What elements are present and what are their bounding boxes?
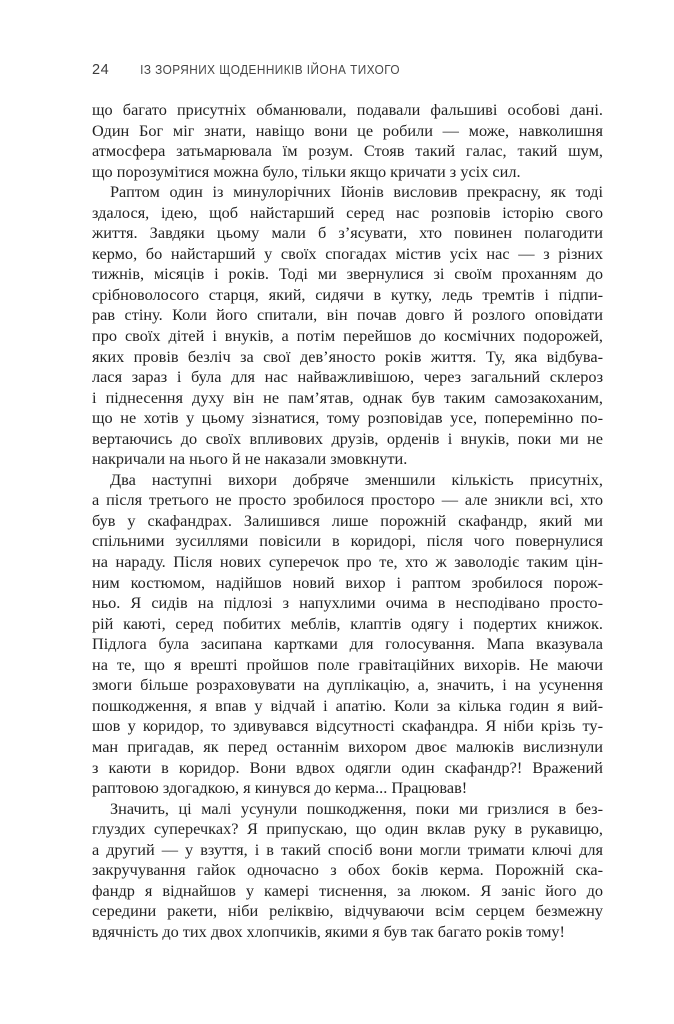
text-line: що багато присутніх обманювали, подавали фальшиві особові дані. — [92, 100, 603, 119]
text-line: про своїх дітей і внуків, а потім перейшов до космічних подорожей, — [92, 326, 603, 346]
paragraph — [92, 470, 603, 799]
text-line: на нараду. Після нових суперечок про те, хто ж заволодіє таким цін- — [92, 552, 603, 572]
text-line: яких провів безліч за свої дев’яносто років життя. Ту, яка відбува- — [92, 346, 603, 366]
text-line: здалося, ідею, щоб найстарший серед нас розповів історію свого — [92, 202, 603, 222]
text-line: вертаючись до своїх впливових друзів, орденів і внуків, поки ми не — [92, 428, 603, 448]
text-line: тижнів, місяців і років. Тоді ми звернулися зі своїм проханням до — [92, 264, 603, 284]
text-line: атмосфера затьмарювала їм розум. Стояв такий галас, такий шум, — [92, 141, 603, 161]
text-line: ньо. Я сидів на підлозі з напухлими очима в несподівано просто- — [92, 593, 603, 613]
text-line: і піднесення духу він не пам’ятав, однак був таким самозакоханим, — [92, 387, 603, 407]
text-line: Один Бог міг знати, навіщо вони це робили — може, навколишня — [92, 120, 603, 140]
text-line: лася зараз і була для нас найважливішою, через загальний склероз — [92, 367, 603, 387]
text-line: що порозумітися можна було, тільки якщо кричати з усіх сил. — [92, 161, 521, 181]
running-title: ІЗ ЗОРЯНИХ ЩОДЕННИКІВ ІЙОНА ТИХОГО — [140, 61, 401, 77]
running-header — [92, 62, 603, 78]
text-line: життя. Завдяки цьому мали б з’ясувати, хто повинен полагодити — [92, 223, 603, 243]
text-line: що не хотів у цьому зізнатися, тому розповідав усе, поперемінно по- — [92, 408, 603, 428]
text-line: глуздих суперечках? Я припускаю, що один вклав руку в рукавицю, — [92, 819, 603, 839]
text-line: спільними зусиллями повісили в коридорі, після чого повернулися — [92, 531, 603, 551]
text-line: ман пригадав, як перед останнім вихором двоє малюків вислизнули — [92, 736, 603, 756]
text-line: Підлога була засипана картками для голосування. Мапа вказувала — [92, 634, 603, 654]
text-line: змоги більше розраховувати на дуплікацію, а, значить, і на усунення — [92, 675, 603, 695]
text-line: Раптом один із минулорічних Ійонів висловив прекрасну, як тоді — [110, 182, 603, 202]
text-line: на те, що я врешті пройшов поле гравітаційних вихорів. Не маючи — [92, 654, 603, 674]
paragraph — [92, 100, 603, 182]
text-line: закручування гайок одночасно з обох боків керма. Порожній ска- — [92, 860, 603, 880]
text-line: а після третього не просто зробилося просторо — але зникли всі, хто — [92, 490, 603, 510]
paragraph — [92, 182, 603, 470]
paragraph — [92, 799, 603, 943]
text-line: накричали на нього й не наказали змовкнути. — [92, 449, 408, 469]
text-line: з каюти в коридор. Вони вдвох одягли один скафандр?! Вражений — [92, 757, 603, 777]
text-line: раптовою здогадкою, я кинувся до керма... Працював! — [92, 778, 468, 798]
text-line: пошкодження, я впав у відчай і апатію. Коли за кілька годин я вий- — [92, 695, 603, 715]
text-line: ним костюмом, надійшов новий вихор і раптом зробилося порож- — [92, 572, 603, 592]
text-line: рав стіну. Коли його спитали, він почав довго й розлого оповідати — [92, 305, 603, 325]
page-number: 24 — [92, 62, 110, 78]
text-line: фандр я віднайшов у камері тиснення, за люком. Я заніс його до — [92, 880, 603, 900]
text-line: рій каюті, серед побитих меблів, клаптів одягу і подертих книжок. — [92, 613, 603, 633]
text-line: кермо, бо найстарший у своїх спогадах містив усіх нас — з різних — [92, 243, 603, 263]
text-line: срібноволосого старця, який, сидячи в кутку, ледь тремтів і підпи- — [92, 284, 603, 304]
text-line: був у скафандрах. Залишився лише порожній скафандр, який ми — [92, 510, 603, 530]
text-line: вдячність до тих двох хлопчиків, якими я був так багато років тому! — [92, 921, 565, 941]
text-line: Значить, ці малі усунули пошкодження, поки ми гризлися в без- — [110, 798, 603, 818]
text-line: шов у коридор, то здивувався відсутності скафандра. Я ніби крізь ту- — [92, 716, 603, 736]
text-line: а другий — у взуття, і в такий спосіб вони могли тримати ключі для — [92, 839, 603, 859]
text-block — [92, 100, 603, 942]
text-line: Два наступні вихори добряче зменшили кількість присутніх, — [110, 469, 603, 489]
text-line: середини ракети, ніби реліквію, відчуваючи всім серцем безмежну — [92, 901, 603, 921]
